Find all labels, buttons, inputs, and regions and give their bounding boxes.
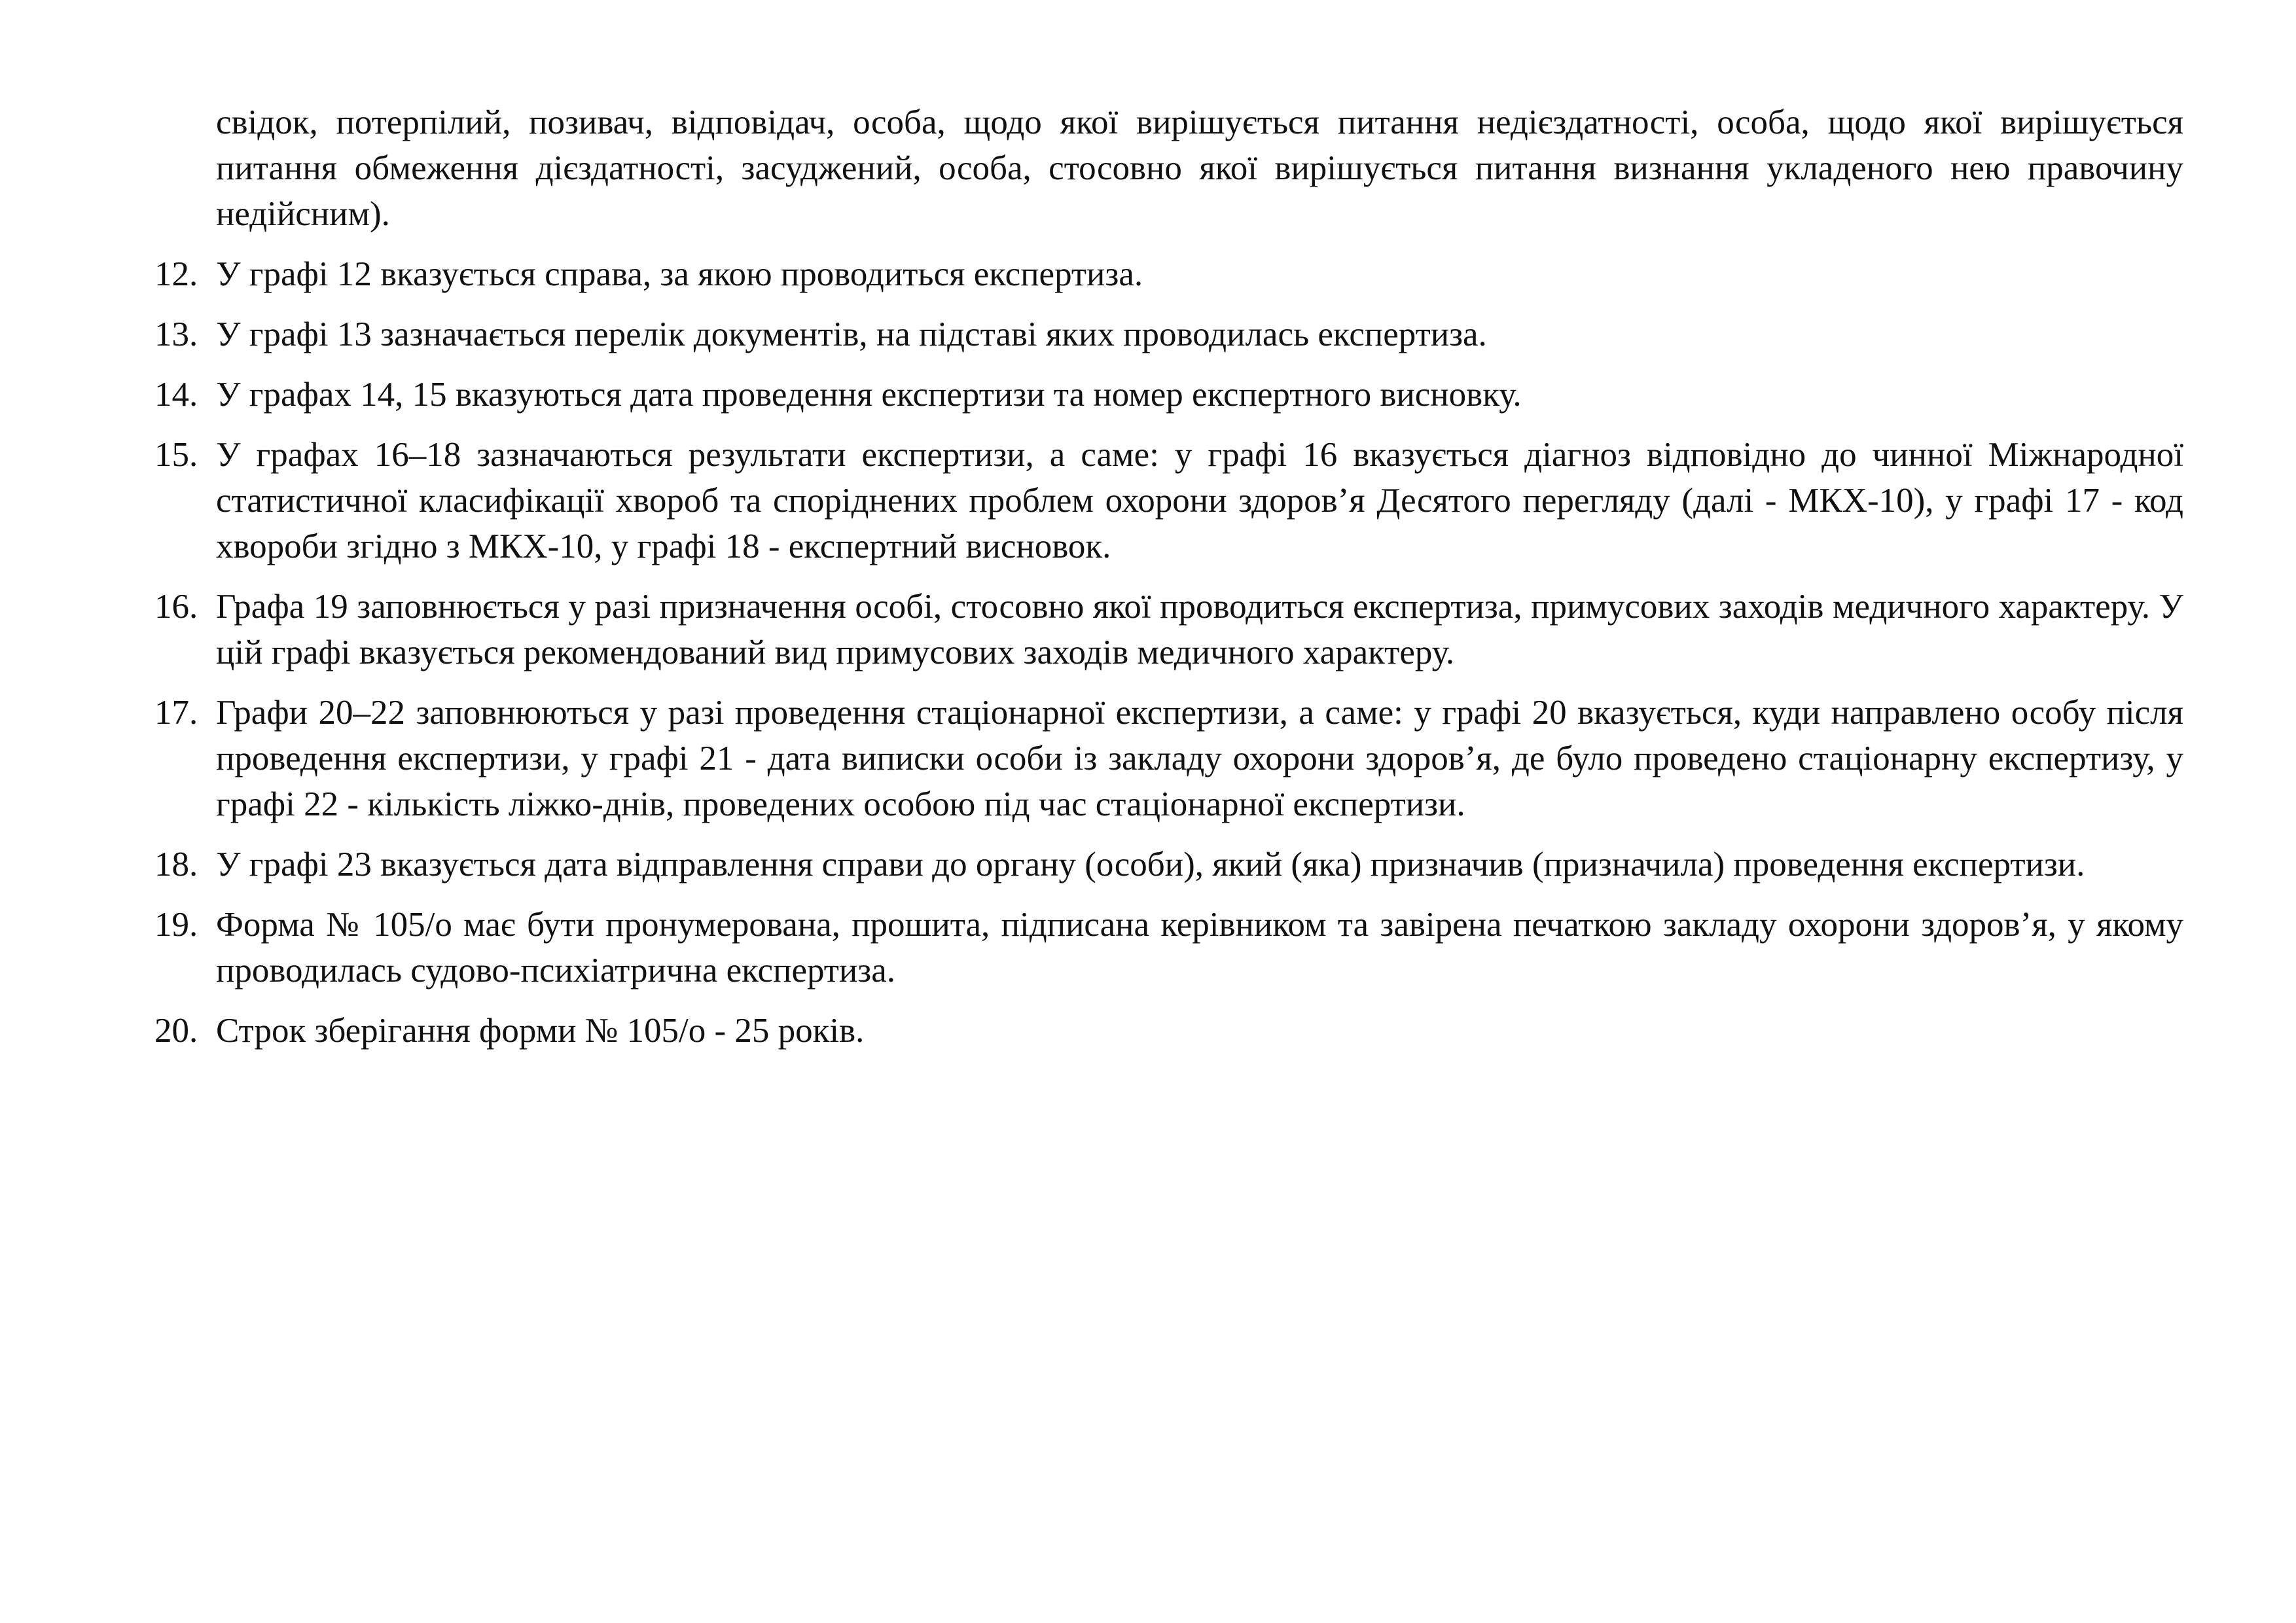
item-number: 13. bbox=[154, 315, 198, 353]
item-number: 17. bbox=[154, 694, 198, 732]
item-text: У графі 13 зазначається перелік документів, на підставі яких проводилась експертиза. bbox=[216, 315, 1487, 353]
instructions-text bbox=[154, 99, 2183, 1068]
item-text: Форма № 105/о має бути пронумерована, прошита, підписана керівником та завірена печаткою закладу охорони здоров’я, у якому проводилась судово-психіатрична експертиза. bbox=[216, 906, 2183, 990]
list-item-13 bbox=[154, 312, 2183, 357]
item-number: 16. bbox=[154, 588, 198, 626]
item-text: У графах 14, 15 вказуються дата проведення експертизи та номер експертного висновку. bbox=[216, 376, 1522, 414]
item-text: Строк зберігання форми № 105/о - 25 років. bbox=[216, 1012, 865, 1050]
continuation-paragraph: свідок, потерпілий, позивач, відповідач, особа, щодо якої вирішується питання недієздатності, особа, щодо якої вирішується питання обмеження дієздатності, засуджений, особа, стосовно якої вирішується питання визнання укладеного нею правочину недійсним). bbox=[216, 103, 2183, 233]
item-number: 20. bbox=[154, 1012, 198, 1050]
item-text: Графи 20–22 заповнюються у разі проведення стаціонарної експертизи, а саме: у графі 20 вказується, куди направлено особу після проведення експертизи, у графі 21 - дата виписки особи із закладу охорони здоров’я, де було проведено стаціонарну експертизу, у графі 22 - кількість ліжко-днів, проведених особою під час стаціонарної експертизи. bbox=[216, 694, 2183, 823]
item-number: 15. bbox=[154, 436, 198, 474]
item-number: 14. bbox=[154, 376, 198, 414]
list-item-12 bbox=[154, 251, 2183, 297]
item-text: У графах 16–18 зазначаються результати експертизи, а саме: у графі 16 вказується діагноз відповідно до чинної Міжнародної статистичної класифікації хвороб та споріднених проблем охорони здоров’я Десятого перегляду (далі - МКХ-10), у графі 17 - код хвороби згідно з МКХ-10, у графі 18 - експертний висновок. bbox=[216, 436, 2183, 565]
list-item-15 bbox=[154, 432, 2183, 569]
item-text: У графі 23 вказується дата відправлення справи до органу (особи), який (яка) призначив (призначила) проведення експертизи. bbox=[216, 846, 2085, 883]
list-item-16 bbox=[154, 584, 2183, 675]
list-item-17 bbox=[154, 690, 2183, 827]
list-item-18 bbox=[154, 842, 2183, 887]
item-number: 18. bbox=[154, 846, 198, 883]
list-item-19 bbox=[154, 902, 2183, 993]
list-item-14 bbox=[154, 372, 2183, 418]
item-number: 19. bbox=[154, 906, 198, 944]
item-text: Графа 19 заповнюється у разі призначення особі, стосовно якої проводиться експертиза, примусових заходів медичного характеру. У цій графі вказується рекомендований вид примусових заходів медичного характеру. bbox=[216, 588, 2183, 671]
list-item-20 bbox=[154, 1008, 2183, 1054]
item-text: У графі 12 вказується справа, за якою проводиться експертиза. bbox=[216, 255, 1143, 293]
item-number: 12. bbox=[154, 255, 198, 293]
